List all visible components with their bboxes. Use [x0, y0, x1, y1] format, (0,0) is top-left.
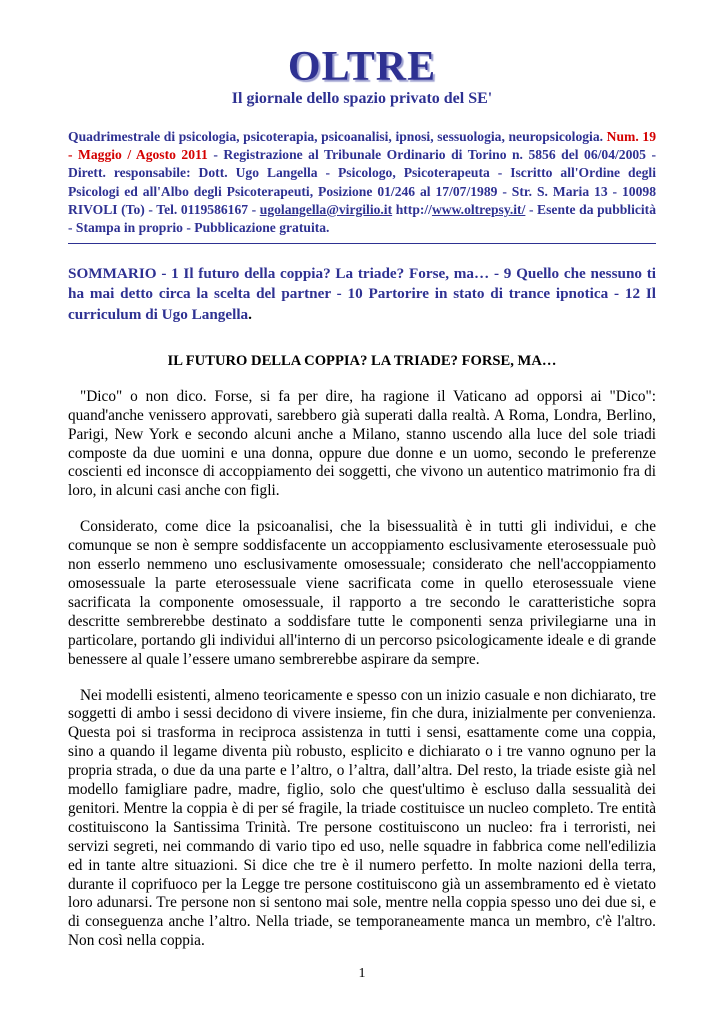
document-page — [68, 40, 656, 951]
article-paragraph-2: Considerato, come dice la psicoanalisi, che la bisessualità è in tutti gli individui, e che comunque se non è sempre soddisfacente un accoppiamento esclusivamente eterosessuale può non esserlo nemmeno uno esclusivamente omosessuale; considerato che nell'accoppiamento omosessuale la parte eterosessuale viene sacrificata come in quello eterosessuale viene sacrificata la componente omosessuale, il rapporto a tre secondo le caratteristiche sopra descritte sembrerebbe destinato a soddisfare tutte le componenti senza privilegiarne una in particolare, portando gli individui all'interno di un percorso psicologicamente ideale e di grande benessere al quale l’essere umano sembrerebbe aspirare da sempre. — [68, 518, 656, 668]
masthead — [68, 40, 656, 110]
website-prefix: http:// — [395, 201, 432, 217]
contents-end: . — [248, 305, 252, 323]
publication-info — [68, 128, 656, 237]
registration-details: - Registrazione al Tribunale Ordinario di Torino n. 5856 del 06/04/2005 - Dirett. responsabile: Dott. Ugo Langella - Psicologo, Psicoterapeuta - Iscritto all'Ordine degli Psicologi ed all'Albo degli Psicoterapeuti, Posizione 01/246 al 17/07/1989 - Str. S. Maria 13 - 10098 RIVOLI (To) - Tel. 0119586167 - — [68, 147, 657, 217]
page-number: 1 — [358, 966, 366, 981]
publication-description: Quadrimestrale di psicologia, psicoterapia, psicoanalisi, ipnosi, sessuologia, neuropsicologia. — [68, 129, 604, 144]
email-link[interactable]: ugolangella@virgilio.it — [259, 201, 393, 217]
article-paragraph-3: Nei modelli esistenti, almeno teoricamente e spesso con un inizio casuale e non dichiarato, tre soggetti di ambo i sessi decidono di vivere insieme, fin che dura, inizialmente per convenienza. Questa poi si trasforma in reciproca assistenza in tutti i sensi, esattamente come una coppia, sino a quando il legame diventa più robusto, esplicito e dichiarato o i tre vanno ognuno per la propria strada, o due da una parte e l’altro, o l’altra, dall’altra. Del resto, la triade esiste già nel modello famigliare padre, madre, figlio, solo che quest'ultimo è escluso dalla sessualità dei genitori. Mentre la coppia è di per sé fragile, la triade costituisce un nucleo completo. Tre entità costituiscono la Santissima Trinità. Tre persone costituiscono un nucleo: fra i terroristi, nei servizi segreti, nei commando di vario tipo ed uso, nelle squadre in fabbrica come nell'edilizia ed in tante altre situazioni. Si dice che tre è il numero perfetto. In molte nazioni della terra, durante il coprifuoco per la Legge tre persone costituiscono già un assembramento ed è vietato loro adunarsi. Tre persone non si sentono mai sole, mentre nella coppia spesso uno dei due si, e di conseguenza anche l’altro. Nella triade, se temporaneamente manca un membro, c'è l'altro. Non così nella coppia. — [68, 686, 656, 950]
contents-text: SOMMARIO - 1 Il futuro della coppia? La triade? Forse, ma… - 9 Quello che nessuno ti ha mai detto circa la scelta del partner - 10 Partorire in stato di trance ipnotica - 12 Il curriculum di Ugo Langella — [68, 265, 656, 323]
issue-number: Num. 19 - Maggio / Agosto 2011 — [68, 129, 657, 163]
journal-logo: OLTRE — [287, 44, 437, 90]
article-paragraph-1: "Dico" o non dico. Forse, si fa per dire, ha ragione il Vaticano ad opporsi ai "Dico": quand'anche venissero approvati, sarebbero già superati dalla realtà. A Roma, Londra, Berlino, Parigi, New York e secondo alcuni anche a Milano, stanno uscendo alla luce del sole triadi composte da due uomini e una donna, oppure due donne e un uomo, secondo le preferenze coscienti ed inconsce di accoppiamento dei soggetti, che vivono un autentico matrimonio fra di loro, in alcuni casi anche con figli. — [68, 387, 656, 500]
table-of-contents — [68, 264, 656, 325]
journal-tagline: Il giornale dello spazio privato del SE' — [231, 90, 493, 107]
publication-footer: - Esente da pubblicità - Stampa in proprio - Pubblicazione gratuita. — [68, 201, 656, 236]
header-divider — [68, 243, 656, 244]
article-title: IL FUTURO DELLA COPPIA? LA TRIADE? FORSE, MA… — [167, 352, 557, 369]
website-link[interactable]: www.oltrepsy.it/ — [431, 201, 526, 217]
